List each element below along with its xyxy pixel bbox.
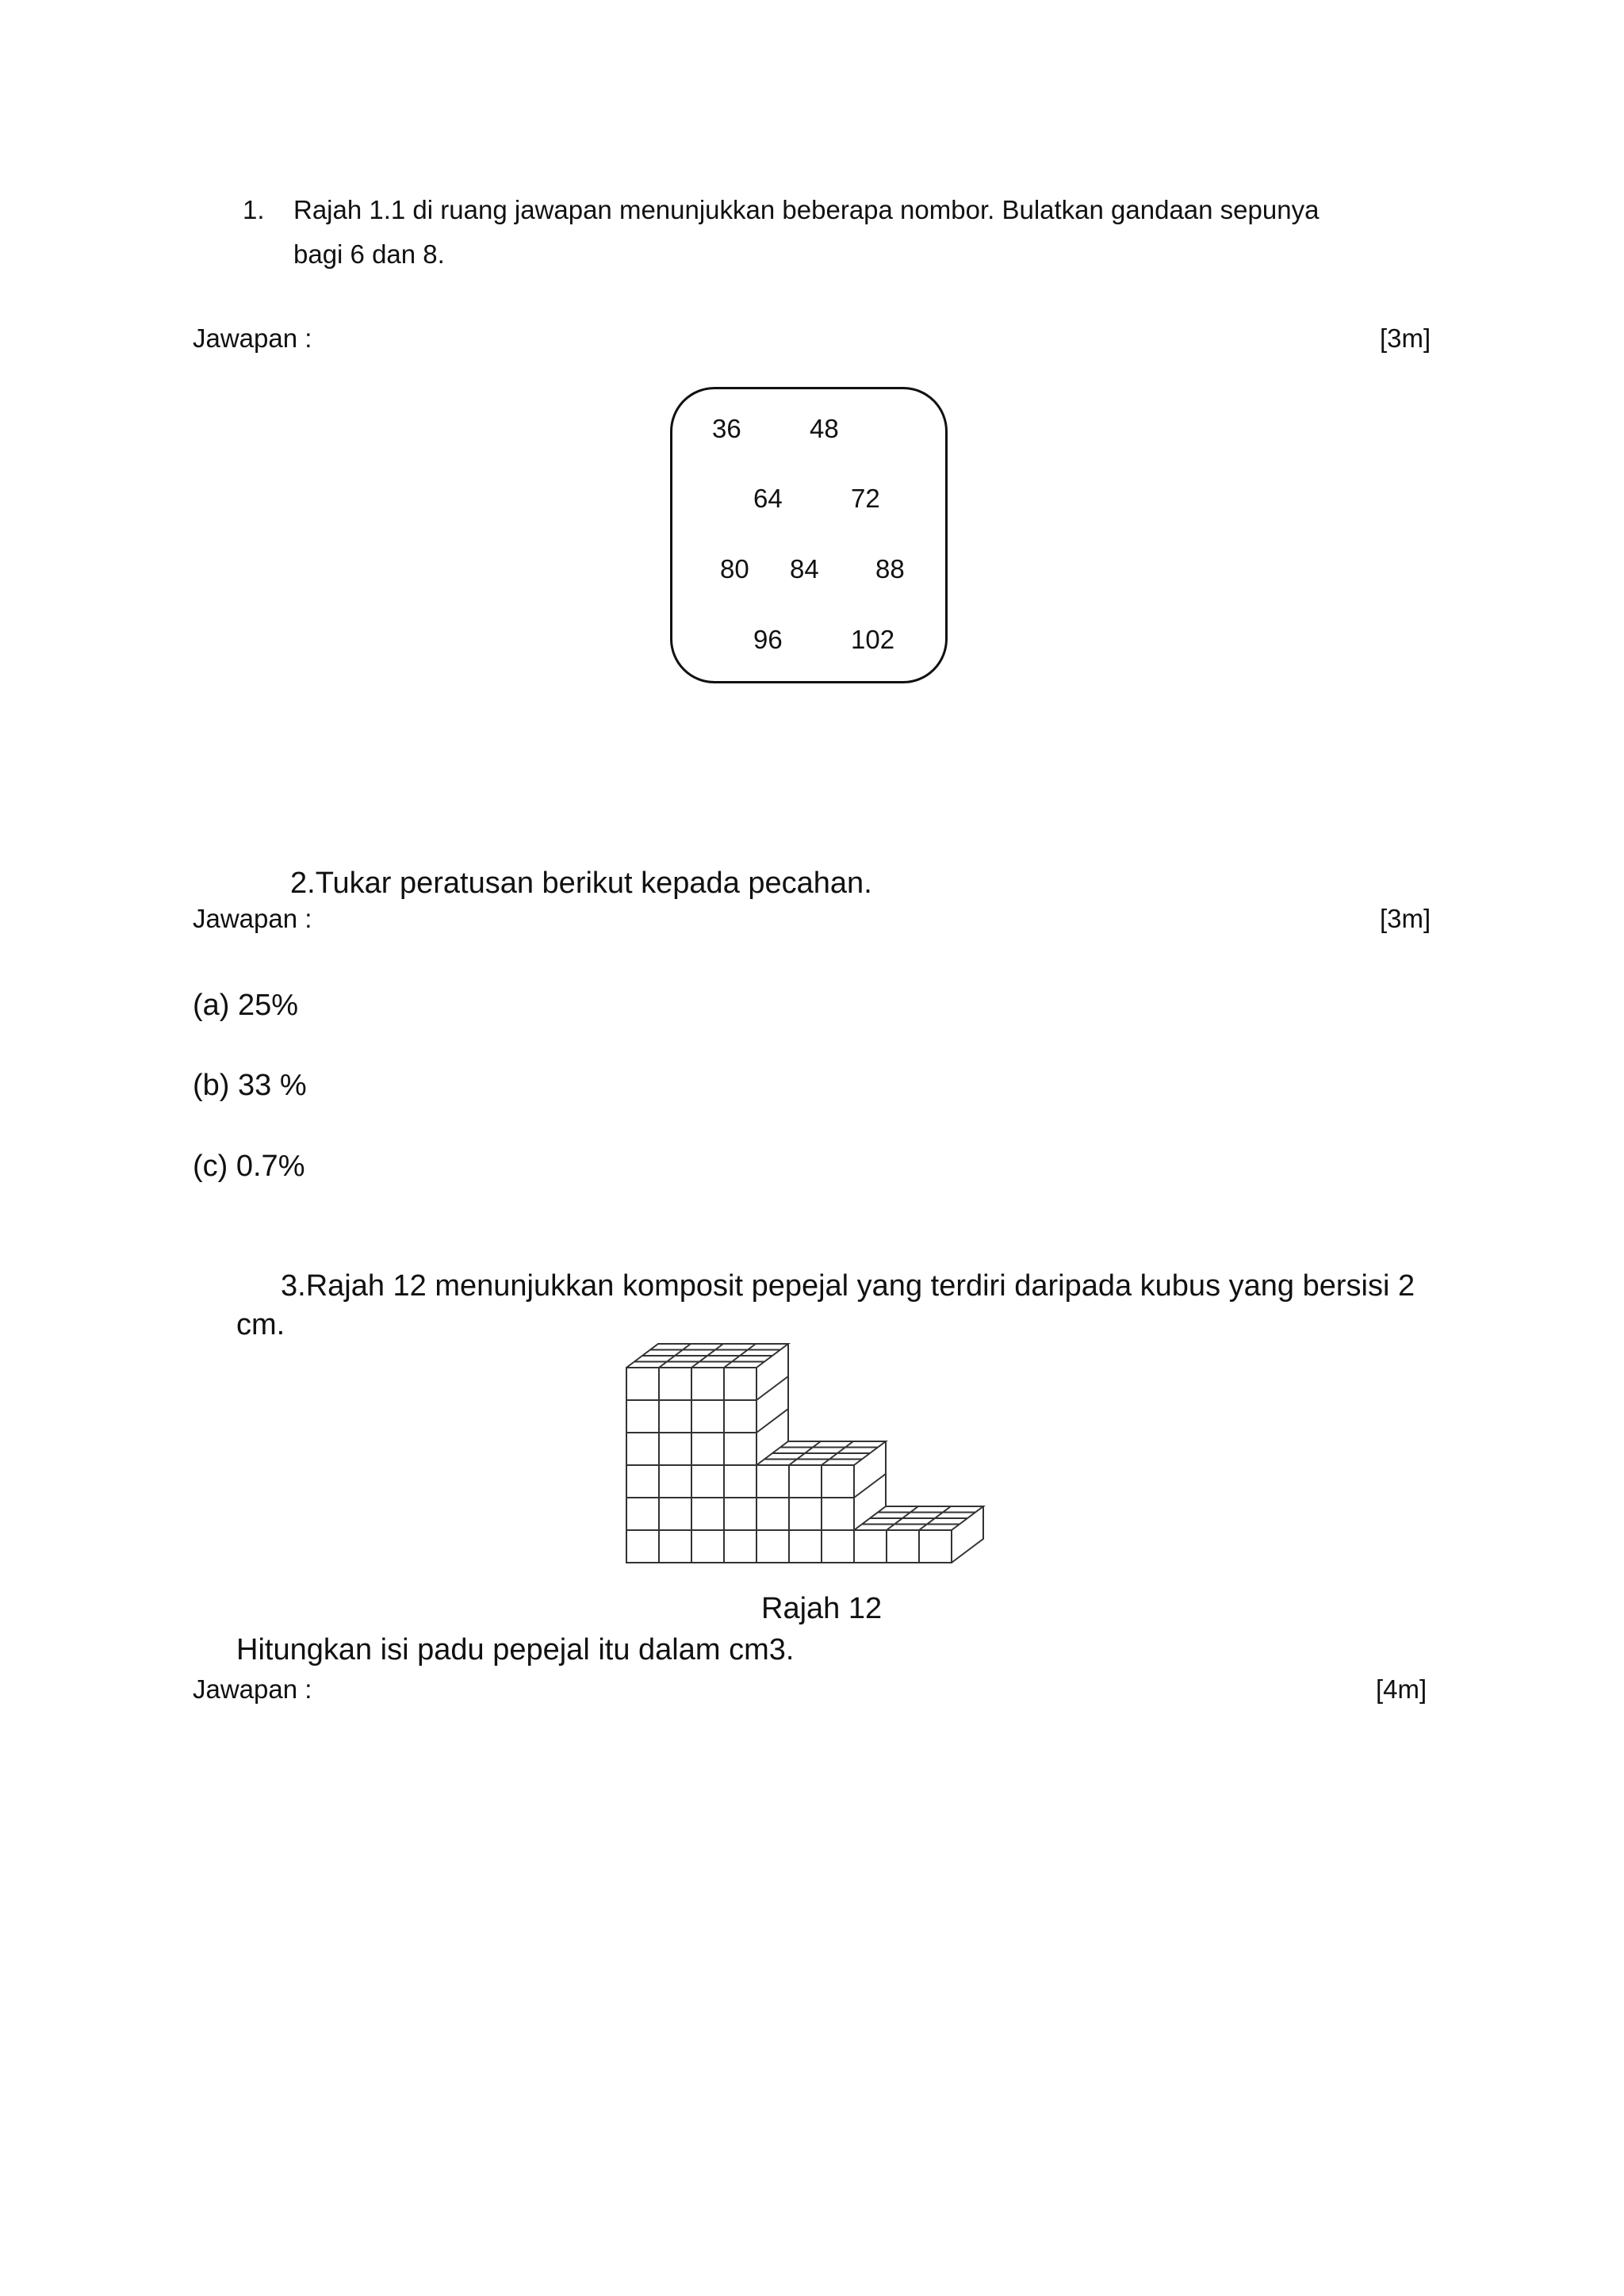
- q3-answer-label: Jawapan :: [193, 1674, 312, 1704]
- q3-text-line1: 3.Rajah 12 menunjukkan komposit pepejal yang terdiri daripada kubus yang bersisi 2: [281, 1269, 1415, 1303]
- number-item[interactable]: 36: [712, 414, 741, 443]
- number-item[interactable]: 88: [875, 554, 905, 584]
- q1-text-line2: bagi 6 dan 8.: [293, 239, 445, 269]
- number-item[interactable]: 64: [753, 484, 783, 513]
- q2-item-c: (c) 0.7%: [193, 1150, 305, 1183]
- q3-text-line2: cm.: [236, 1308, 285, 1341]
- q2-marks: [3m]: [1380, 904, 1431, 933]
- q1-answer-label: Jawapan :: [193, 323, 312, 353]
- figure-caption: Rajah 12: [761, 1592, 883, 1625]
- q1-text-line1: Rajah 1.1 di ruang jawapan menunjukkan beberapa nombor. Bulatkan gandaan sepunya: [293, 195, 1320, 224]
- q1-marks: [3m]: [1380, 323, 1431, 353]
- number-item[interactable]: 96: [753, 625, 783, 654]
- number-item[interactable]: 84: [790, 554, 819, 584]
- number-box: [670, 387, 948, 683]
- q1-number: 1.: [243, 195, 265, 224]
- number-item[interactable]: 72: [851, 484, 880, 513]
- number-item[interactable]: 102: [851, 625, 895, 654]
- cube-composite-figure: [622, 1340, 1010, 1570]
- q3-instruction: Hitungkan isi padu pepejal itu dalam cm3.: [236, 1633, 795, 1667]
- q3-marks: [4m]: [1376, 1674, 1427, 1704]
- q2-item-b: (b) 33 %: [193, 1069, 307, 1102]
- number-item[interactable]: 80: [720, 554, 749, 584]
- q2-item-a: (a) 25%: [193, 989, 299, 1022]
- q2-heading: 2.Tukar peratusan berikut kepada pecahan.: [290, 867, 872, 900]
- q2-answer-label: Jawapan :: [193, 904, 312, 933]
- number-item[interactable]: 48: [810, 414, 839, 443]
